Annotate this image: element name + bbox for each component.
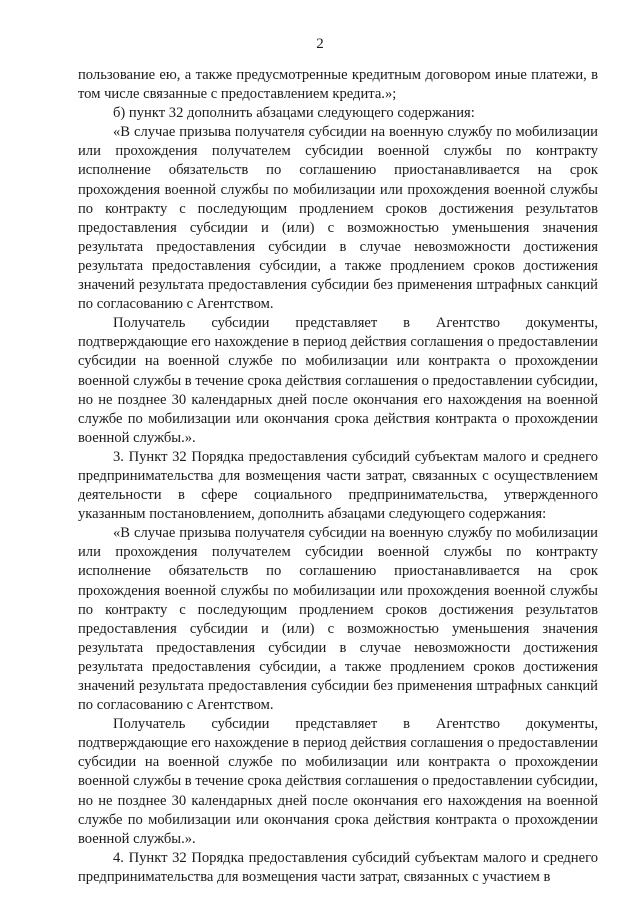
paragraph-quote-documents: Получатель субсидии представляет в Агентство документы, подтверждающие его нахождение в период действия соглашения о предоставлении субсидии на военной службе по мобилизации или контракта о прохождении военной службы в течение срока действия соглашения о предоставлении субсидии, но не позднее 30 календарных дней после окончания его нахождения на военной службе по мобилизации или окончания срока действия контракта о прохождении военной службы.». — [78, 315, 598, 446]
paragraph-item-3: 3. Пункт 32 Порядка предоставления субсидий субъектам малого и среднего предпринимательства для возмещения части затрат, связанных с осуществлением деятельности в сфере социального предпринимательства, утвержденного указанным постановлением, дополнить абзацами следующего содержания: — [78, 448, 598, 523]
paragraph-continuation: пользование ею, а также предусмотренные кредитным договором иные платежи, в том числе связанные с предоставлением кредита.»; — [78, 67, 598, 103]
document-body — [78, 66, 598, 887]
page-number: 2 — [316, 36, 324, 52]
paragraph-subitem-b: б) пункт 32 дополнить абзацами следующего содержания: — [113, 105, 475, 122]
paragraph-item-4: 4. Пункт 32 Порядка предоставления субсидий субъектам малого и среднего предпринимательства для возмещения части затрат, связанных с участием в — [78, 849, 598, 885]
paragraph-quote-mobilization-2: «В случае призыва получателя субсидии на военную службу по мобилизации или прохождения получателем субсидии военной службы по контракту исполнение обязательств по соглашению приостанавливается на срок прохождения военной службы по мобилизации или прохождения военной службы по контракту с последующим продлением сроков достижения результатов предоставления субсидии и (или) с возможностью уменьшения значения результата предоставления субсидии в случае невозможности достижения результата предоставления субсидии, а также продлением сроков достижения значений результата предоставления субсидии без применения штрафных санкций по согласованию с Агентством. — [78, 525, 598, 714]
paragraph-quote-mobilization: «В случае призыва получателя субсидии на военную службу по мобилизации или прохождения получателем субсидии военной службы по контракту исполнение обязательств по соглашению приостанавливается на срок прохождения военной службы по мобилизации или прохождения военной службы по контракту с последующим продлением сроков достижения результатов предоставления субсидии и (или) с возможностью уменьшения значения результата предоставления субсидии в случае невозможности достижения результата предоставления субсидии, а также продлением сроков достижения значений результата предоставления субсидии без применения штрафных санкций по согласованию с Агентством. — [78, 124, 598, 313]
paragraph-quote-documents-2: Получатель субсидии представляет в Агентство документы, подтверждающие его нахождение в период действия соглашения о предоставлении субсидии на военной службе по мобилизации или контракта о прохождении военной службы в течение срока действия соглашения о предоставлении субсидии, но не позднее 30 календарных дней после окончания его нахождения на военной службе по мобилизации или окончания срока действия контракта о прохождении военной службы.». — [78, 716, 598, 847]
